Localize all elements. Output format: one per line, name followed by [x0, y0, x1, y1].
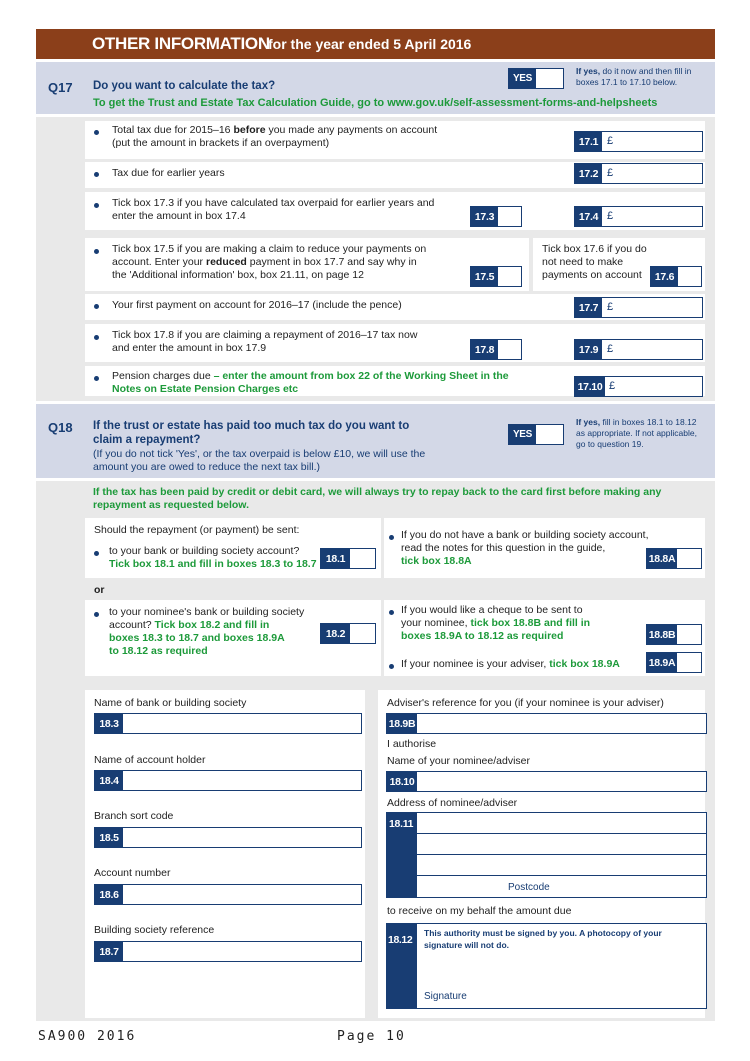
bank-name-label: Name of bank or building society [94, 697, 247, 709]
bullet [389, 535, 394, 540]
or-label: or [94, 584, 105, 596]
box-18-12[interactable] [386, 923, 707, 1009]
row-17-1-text: Total tax due for 2015–16 before you made any payments on account (put the amount in brackets if an overpayment) [112, 124, 438, 149]
box-18-8b[interactable]: 18.8B [646, 624, 702, 645]
box-18-11-label: 18.11 [387, 813, 417, 897]
q18-number: Q18 [48, 420, 73, 435]
building-society-ref-label: Building society reference [94, 924, 215, 936]
q18-yes-box[interactable]: YES [508, 424, 564, 445]
guide-link[interactable]: www.gov.uk/self-assessment-forms-and-helpsheets [387, 97, 658, 109]
q17-number: Q17 [48, 80, 73, 95]
bullet [94, 203, 99, 208]
box-18-10[interactable]: 18.10 [386, 771, 707, 792]
address-line-2[interactable] [417, 854, 706, 855]
address-label: Address of nominee/adviser [387, 797, 518, 809]
box-18-11[interactable] [386, 812, 707, 898]
banner-subtitle: for the year ended 5 April 2016 [268, 36, 472, 52]
account-number-label: Account number [94, 867, 171, 879]
bank-details-panel [85, 690, 365, 1018]
box-18-9b[interactable]: 18.9B [386, 713, 707, 734]
box-17-1[interactable]: 17.1 £ [574, 131, 703, 152]
page-number: Page 10 [337, 1029, 406, 1044]
row-17-2-text: Tax due for earlier years [112, 167, 225, 179]
q17-question: Do you want to calculate the tax? [93, 80, 276, 92]
box-18-3[interactable]: 18.3 [94, 713, 362, 734]
authorise-label: I authorise [387, 738, 437, 750]
box-18-4[interactable]: 18.4 [94, 770, 362, 791]
box-17-3[interactable]: 17.3 [470, 206, 522, 227]
box-18-2[interactable]: 18.2 [320, 623, 376, 644]
signature-note: This authority must be signed by you. A photocopy of your signature will not do. [424, 928, 662, 950]
no-bank-text: If you do not have a bank or building society account, read the notes for this question in the guide, tick box 18.8A [401, 529, 649, 567]
bullet [94, 172, 99, 177]
q18-note: (If you do not tick 'Yes', or the tax overpaid is below £10, we will use the amount you are owed to reduce the next tax bill.) [93, 448, 426, 473]
bullet [94, 130, 99, 135]
box-17-9[interactable]: 17.9 £ [574, 339, 703, 360]
bullet [94, 376, 99, 381]
q18-question: If the trust or estate has paid too much tax do you want to claim a repayment? [93, 420, 410, 446]
cheque-text: If you would like a cheque to be sent to your nominee, tick box 18.8B and fill in boxes 18.9A to 18.12 as required [401, 604, 591, 642]
signature-label: Signature [424, 991, 467, 1002]
bullet [94, 612, 99, 617]
card-repayment-note: If the tax has been paid by credit or debit card, we will always try to repay back to the card first before making any repayment as requested below. [93, 486, 662, 511]
row-17-3-text: Tick box 17.3 if you have calculated tax overpaid for earlier years and enter the amount in box 17.4 [112, 197, 435, 222]
box-18-1[interactable]: 18.1 [320, 548, 376, 569]
box-18-12-label: 18.12 [387, 924, 417, 1008]
bullet [389, 610, 394, 615]
bank-option-text: to your bank or building society account? Tick box 18.1 and fill in boxes 18.3 to 18.7 [109, 545, 317, 570]
adviser-ref-label: Adviser's reference for you (if your nominee is your adviser) [387, 697, 664, 709]
q18-if-yes-note: If yes, fill in boxes 18.1 to 18.12 as appropriate. If not applicable, go to question 19. [576, 417, 697, 449]
receive-label: to receive on my behalf the amount due [387, 905, 572, 917]
box-17-8[interactable]: 17.8 [470, 339, 522, 360]
box-18-5[interactable]: 18.5 [94, 827, 362, 848]
row-17-5-text: Tick box 17.5 if you are making a claim to reduce your payments on account. Enter your reduced payment in box 17.7 and say why in the 'Additional information' box, box 21.11, on page 12 [112, 243, 427, 281]
box-18-9a[interactable]: 18.9A [646, 652, 702, 673]
nominee-option-text: to your nominee's bank or building society account? Tick box 18.2 and fill in boxes 18.3 to 18.7 and boxes 18.9A to 18.12 as required [109, 606, 305, 657]
form-id: SA900 2016 [38, 1029, 137, 1044]
box-17-10[interactable]: 17.10 £ [574, 376, 703, 397]
account-holder-label: Name of account holder [94, 754, 206, 766]
bullet [94, 249, 99, 254]
box-17-6[interactable]: 17.6 [650, 266, 702, 287]
address-line-1[interactable] [417, 833, 706, 834]
box-18-7[interactable]: 18.7 [94, 941, 362, 962]
box-17-2[interactable]: 17.2 £ [574, 163, 703, 184]
bullet [94, 304, 99, 309]
bullet [94, 335, 99, 340]
bullet [389, 664, 394, 669]
adviser-text: If your nominee is your adviser, tick box 18.9A [401, 658, 620, 670]
box-17-4[interactable]: 17.4 £ [574, 206, 703, 227]
address-line-3[interactable] [417, 875, 706, 876]
box-17-5[interactable]: 17.5 [470, 266, 522, 287]
q17-yes-box[interactable]: YES [508, 68, 564, 89]
box-18-6[interactable]: 18.6 [94, 884, 362, 905]
row-17-6-text: Tick box 17.6 if you do not need to make payments on account [542, 243, 647, 281]
banner-title: OTHER INFORMATION [92, 34, 270, 53]
q17-if-yes-note: If yes, do it now and then fill in boxes 17.1 to 17.10 below. [576, 66, 692, 87]
row-17-8-text: Tick box 17.8 if you are claiming a repayment of 2016–17 tax now and enter the amount in box 17.9 [112, 329, 418, 354]
box-17-7[interactable]: 17.7 £ [574, 297, 703, 318]
nominee-name-label: Name of your nominee/adviser [387, 755, 530, 767]
section-banner [36, 29, 715, 59]
bullet [94, 551, 99, 556]
box-18-8a[interactable]: 18.8A [646, 548, 702, 569]
should-sent-text: Should the repayment (or payment) be sent: [94, 524, 300, 536]
row-17-10-text: Pension charges due – enter the amount from box 22 of the Working Sheet in the Notes on Estate Pension Charges etc [112, 370, 509, 395]
row-17-7-text: Your first payment on account for 2016–17 (include the pence) [112, 299, 402, 311]
postcode-label: Postcode [508, 882, 550, 893]
sort-code-label: Branch sort code [94, 810, 174, 822]
q17-guide: To get the Trust and Estate Tax Calculation Guide, go to www.gov.uk/self-assessment-forms-and-helpsheets [93, 97, 658, 109]
